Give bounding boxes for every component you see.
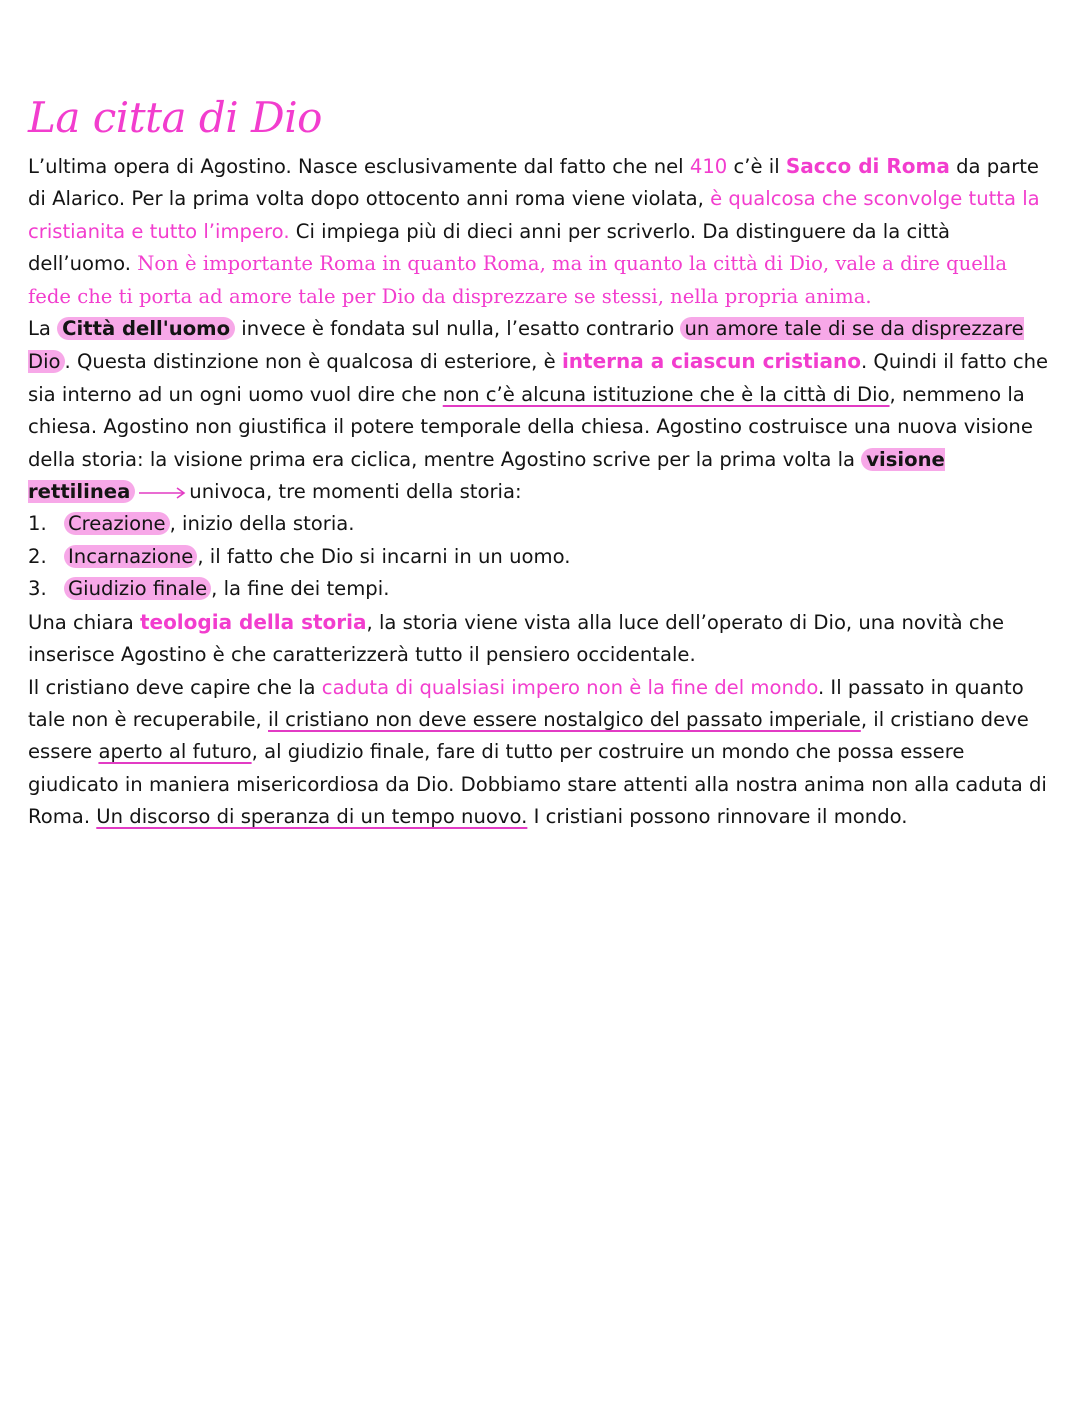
list-number: 3.	[28, 577, 47, 601]
text: . Quindi il fatto che sia interno ad un ogni uomo vuol dire che	[28, 350, 1049, 406]
text: univoca, tre momenti della storia:	[189, 480, 522, 504]
caduta-impero-phrase: caduta di qualsiasi impero non è la fine del mondo	[321, 675, 818, 699]
list-item	[28, 508, 1052, 540]
text: L’ultima opera di Agostino. Nasce esclusivamente dal fatto che nel	[28, 155, 690, 178]
citta-uomo-highlight: Città dell'uomo	[57, 317, 235, 340]
text: invece è fondata sul nulla, l’esatto contrario	[235, 317, 681, 341]
text: Il cristiano deve capire che la	[28, 675, 322, 699]
istituzione-underline: non c’è alcuna istituzione che è la città di Dio	[442, 382, 890, 406]
aperto-futuro-underline: aperto al futuro	[98, 740, 252, 764]
list-highlight: Creazione	[64, 512, 170, 535]
text: c’è il	[727, 155, 786, 178]
notes-page	[28, 88, 1052, 834]
text: I cristiani possono rinnovare il mondo.	[527, 805, 908, 829]
visione-rettilinea-highlight: visione rettilinea	[28, 447, 945, 504]
text: Una chiara	[28, 610, 140, 634]
text: , al giudizio finale, fare di tutto per costruire un mondo che possa essere giudicato in maniera misericordiosa da Dio. Dobbiamo stare attenti alla nostra anima non alla caduta di Roma.	[28, 740, 1047, 829]
text: Ci impiega più di dieci anni per scriverlo. Da distinguere da la città dell’uomo.	[28, 219, 951, 276]
list-highlight: Giudizio finale	[64, 577, 211, 600]
text: , il fatto che Dio si incarni in un uomo.	[197, 544, 571, 568]
sacco-di-roma-keyword: Sacco di Roma	[785, 154, 950, 178]
pink-phrase-sconvolge: è qualcosa che sconvolge tutta la cristianita e tutto l’impero.	[28, 187, 1040, 243]
list-number: 1.	[28, 512, 47, 536]
list-number: 2.	[28, 544, 47, 568]
paragraph-cristiano	[28, 672, 1052, 834]
serif-quote-citta-di-dio: Non è importante Roma in quanto Roma, ma in quanto la città di Dio, vale a dire quella fede che ti porta ad amore tale per Dio da disprezzare se stessi, nella propria anima.	[28, 252, 1008, 308]
year-410: 410	[689, 155, 728, 178]
list-item	[28, 541, 1052, 573]
amore-di-se-highlight: un amore tale di se da disprezzare Dio	[28, 317, 1024, 374]
teologia-keyword: teologia della storia	[139, 609, 367, 634]
text: , inizio della storia.	[169, 512, 355, 536]
nostalgico-underline: il cristiano non deve essere nostalgico del passato imperiale	[268, 707, 861, 731]
storia-moments-list	[28, 508, 1052, 605]
interna-keyword: interna a ciascun cristiano	[561, 349, 861, 374]
paragraph-citta-uomo	[28, 313, 1052, 508]
right-arrow-icon	[137, 486, 187, 500]
text: , il cristiano deve essere	[28, 707, 1029, 764]
list-highlight: Incarnazione	[64, 545, 197, 568]
text: La	[28, 317, 58, 341]
text: . Il passato in quanto tale non è recuperabile,	[28, 675, 1024, 731]
paragraph-teologia	[28, 606, 1052, 672]
text: , la storia viene vista alla luce dell’operato di Dio, una novità che inserisce Agostino è che caratterizzerà tutto il pensiero occidentale.	[28, 610, 1005, 667]
text: , la fine dei tempi.	[211, 577, 390, 601]
text: . Questa distinzione non è qualcosa di esteriore, è	[64, 350, 562, 374]
text: da parte di Alarico. Per la prima volta dopo ottocento anni roma viene violata,	[28, 155, 1039, 211]
paragraph-intro	[28, 150, 1052, 313]
text: , nemmeno la chiesa. Agostino non giustifica il potere temporale della chiesa. Agostino costruisce una nuova visione della storia: la visione prima era ciclica, mentre Agostino scrive per la prima volta la	[28, 382, 1033, 471]
list-item	[28, 573, 1052, 605]
page-title: La citta di Dio	[28, 93, 322, 142]
speranza-underline: Un discorso di speranza di un tempo nuovo.	[96, 805, 528, 829]
